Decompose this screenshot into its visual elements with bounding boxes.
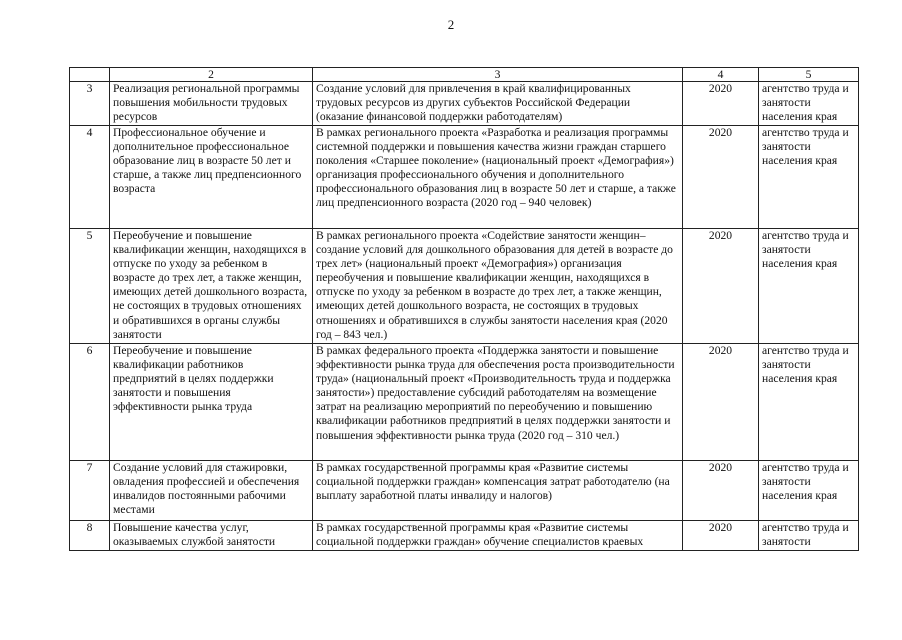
table-row xyxy=(70,461,859,521)
row-task: Переобучение и повышение квалификации женщин, находящихся в отпуске по уходу за ребенком в возрасте до трех лет, а также женщин, имеющих детей дошкольного возраста, не состоящих в трудовых отношениях и обратившихся в органы службы занятости xyxy=(110,229,313,344)
table-header-row xyxy=(70,68,859,82)
row-content: В рамках регионального проекта «Содействие занятости женщин– создание условий для дошкольного образования для детей в возрасте до трех лет» (национальный проект «Демография») организация переобучения и повышение квалификации женщин, находящихся в отпуске по уходу за ребенком в возрасте до трех лет, а также женщин, имеющих детей дошкольного возраста, не состоящих в трудовых отношениях и обратившихся в службы занятости населения края (2020 год – 843 чел.) xyxy=(313,229,683,344)
table-row xyxy=(70,521,859,551)
header-col-1 xyxy=(70,68,110,82)
row-content: В рамках государственной программы края «Развитие системы социальной поддержки граждан» обучение специалистов краевых xyxy=(313,521,683,551)
row-number: 7 xyxy=(70,461,110,521)
row-number: 6 xyxy=(70,344,110,461)
row-year: 2020 xyxy=(683,521,759,551)
row-executor: агентство труда и занятости населения края xyxy=(759,126,859,229)
table-row xyxy=(70,126,859,229)
row-task: Реализация региональной программы повышения мобильности трудовых ресурсов xyxy=(110,82,313,126)
row-year: 2020 xyxy=(683,461,759,521)
row-year: 2020 xyxy=(683,344,759,461)
table-row xyxy=(70,229,859,344)
row-executor: агентство труда и занятости населения края xyxy=(759,229,859,344)
row-year: 2020 xyxy=(683,126,759,229)
row-executor: агентство труда и занятости населения края xyxy=(759,82,859,126)
measures-table xyxy=(69,67,859,551)
row-content: В рамках регионального проекта «Разработка и реализация программы системной поддержки и повышения качества жизни граждан старшего поколения «Старшее поколение» (национальный проект «Демография») организация профессионального обучения и дополнительного профессионального образования лиц в возрасте 50 лет и старше, а также лиц предпенсионного возраста (2020 год – 940 человек) xyxy=(313,126,683,229)
header-col-5: 5 xyxy=(759,68,859,82)
row-task: Создание условий для стажировки, овладения профессией и обеспечения инвалидов постоянными рабочими местами xyxy=(110,461,313,521)
row-year: 2020 xyxy=(683,82,759,126)
page-number: 2 xyxy=(447,17,455,32)
header-col-4: 4 xyxy=(683,68,759,82)
table-row xyxy=(70,344,859,461)
row-content: В рамках государственной программы края «Развитие системы социальной поддержки граждан» компенсация затрат работодателю (на выплату заработной платы инвалиду и налогов) xyxy=(313,461,683,521)
row-executor: агентство труда и занятости населения края xyxy=(759,344,859,461)
row-number: 8 xyxy=(70,521,110,551)
row-year: 2020 xyxy=(683,229,759,344)
row-number: 3 xyxy=(70,82,110,126)
header-col-3: 3 xyxy=(313,68,683,82)
row-executor: агентство труда и занятости населения края xyxy=(759,461,859,521)
row-executor: агентство труда и занятости xyxy=(759,521,859,551)
row-task: Профессиональное обучение и дополнительное профессиональное образование лиц в возрасте 50 лет и старше, а также лиц предпенсионного возраста xyxy=(110,126,313,229)
row-number: 5 xyxy=(70,229,110,344)
table-row xyxy=(70,82,859,126)
row-task: Переобучение и повышение квалификации работников предприятий в целях поддержки занятости и повышения эффективности рынка труда xyxy=(110,344,313,461)
row-content: В рамках федерального проекта «Поддержка занятости и повышение эффективности рынка труда для обеспечения роста производительности труда» (национальный проект «Производительность труда и поддержка занятости») предоставление субсидий работодателям на возмещение затрат на реализацию мероприятий по переобучению и повышению квалификации работников предприятий в целях поддержки занятости и повышения эффективности рынка труда (2020 год – 310 чел.) xyxy=(313,344,683,461)
header-col-2: 2 xyxy=(110,68,313,82)
row-number: 4 xyxy=(70,126,110,229)
row-content: Создание условий для привлечения в край квалифицированных трудовых ресурсов из других субъектов Российской Федерации (оказание финансовой поддержки работодателям) xyxy=(313,82,683,126)
row-task: Повышение качества услуг, оказываемых службой занятости xyxy=(110,521,313,551)
